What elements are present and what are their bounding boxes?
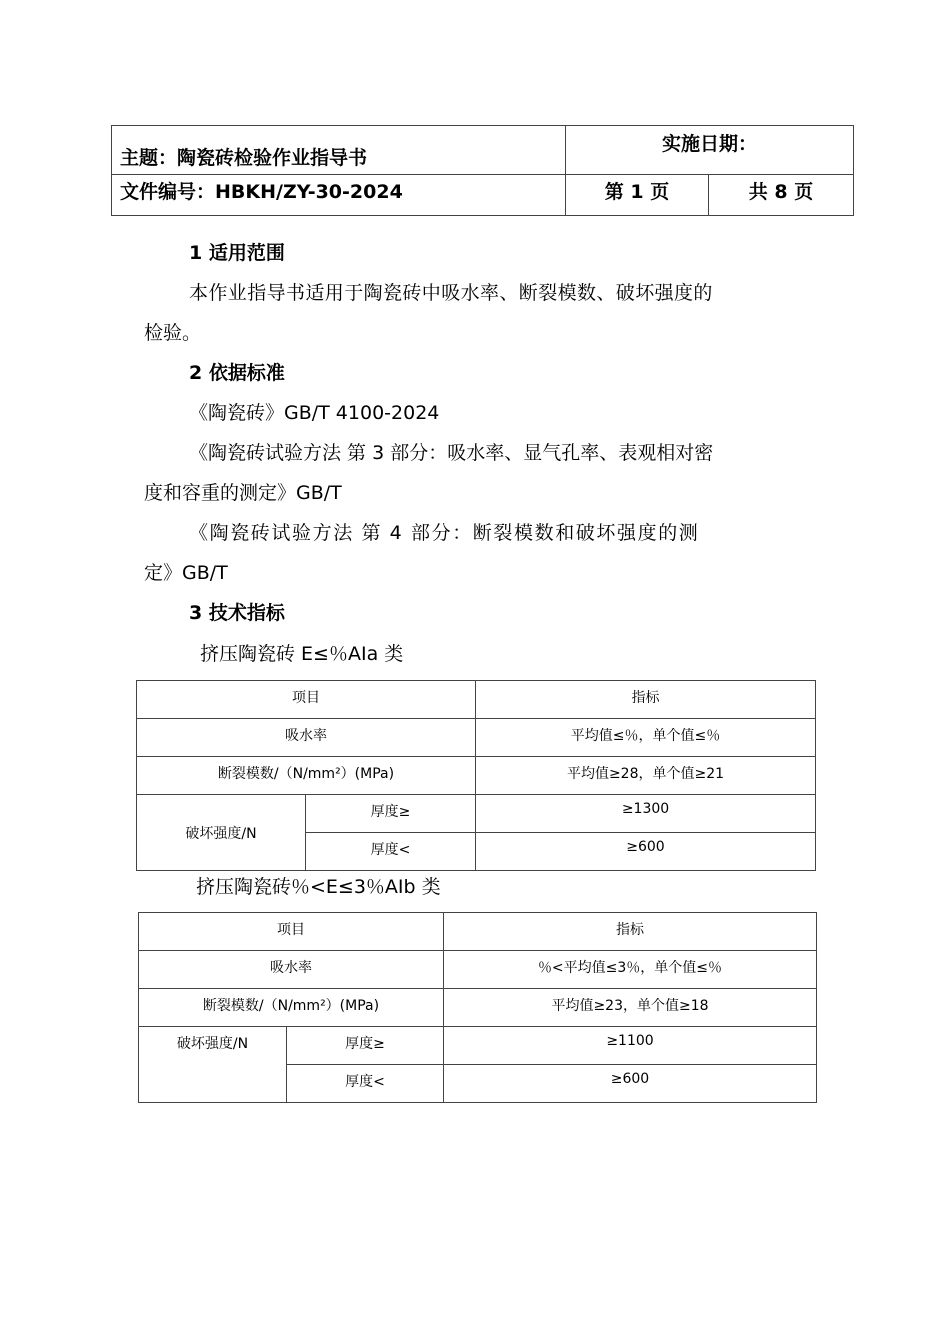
row-thick-ge-value: ≥1300: [476, 795, 816, 833]
row-modulus-value: 平均值≥23，单个值≥18: [444, 989, 817, 1027]
section-2-title: 2 依据标准: [189, 362, 285, 384]
subject-title: 主题：陶瓷砖检验作业指导书: [112, 126, 566, 175]
row-absorption-value: ％<平均值≤3％，单个值≤％: [444, 951, 817, 989]
section-1-text-cont: 检验。: [144, 322, 202, 344]
row-strength-label: 破坏强度/N: [137, 795, 306, 871]
row-thick-lt-label: 厚度<: [287, 1065, 444, 1103]
page-number: 第 1 页: [566, 175, 709, 216]
standard-ref-3-cont: 定》GB/T: [144, 562, 228, 584]
row-thick-lt-value: ≥600: [476, 833, 816, 871]
spec-table-aib: [138, 912, 817, 1103]
row-absorption-label: 吸水率: [137, 719, 476, 757]
section-1-title: 1 适用范围: [189, 242, 285, 264]
row-modulus-label: 断裂模数/（N/mm²）(MPa): [139, 989, 444, 1027]
table-2-caption: 挤压陶瓷砖％<E≤3％AIb 类: [196, 876, 441, 898]
section-1-text: 本作业指导书适用于陶瓷砖中吸水率、断裂模数、破坏强度的: [189, 282, 713, 304]
row-modulus-value: 平均值≥28，单个值≥21: [476, 757, 816, 795]
implementation-date: 实施日期：: [566, 126, 854, 175]
standard-ref-3: 《陶瓷砖试验方法 第 4 部分：断裂模数和破坏强度的测: [189, 522, 700, 544]
header-item: 项目: [137, 681, 476, 719]
spec-table-aia: [136, 680, 816, 871]
header-item: 项目: [139, 913, 444, 951]
row-thick-lt-label: 厚度<: [306, 833, 476, 871]
row-thick-ge-label: 厚度≥: [306, 795, 476, 833]
row-absorption-value: 平均值≤％，单个值≤％: [476, 719, 816, 757]
standard-ref-2-cont: 度和容重的测定》GB/T: [144, 482, 342, 504]
row-thick-ge-value: ≥1100: [444, 1027, 817, 1065]
total-pages: 共 8 页: [709, 175, 854, 216]
row-modulus-label: 断裂模数/（N/mm²）(MPa): [137, 757, 476, 795]
table-1-caption: 挤压陶瓷砖 E≤％AIa 类: [200, 643, 404, 665]
document-header: [111, 125, 854, 216]
row-thick-ge-label: 厚度≥: [287, 1027, 444, 1065]
file-number: 文件编号：HBKH/ZY-30-2024: [112, 175, 566, 216]
standard-ref-1: 《陶瓷砖》GB/T 4100-2024: [189, 402, 440, 424]
header-index: 指标: [444, 913, 817, 951]
header-index: 指标: [476, 681, 816, 719]
row-absorption-label: 吸水率: [139, 951, 444, 989]
standard-ref-2: 《陶瓷砖试验方法 第 3 部分：吸水率、显气孔率、表观相对密: [189, 442, 714, 464]
row-thick-lt-value: ≥600: [444, 1065, 817, 1103]
row-strength-label: 破坏强度/N: [139, 1027, 287, 1103]
section-3-title: 3 技术指标: [189, 602, 285, 624]
